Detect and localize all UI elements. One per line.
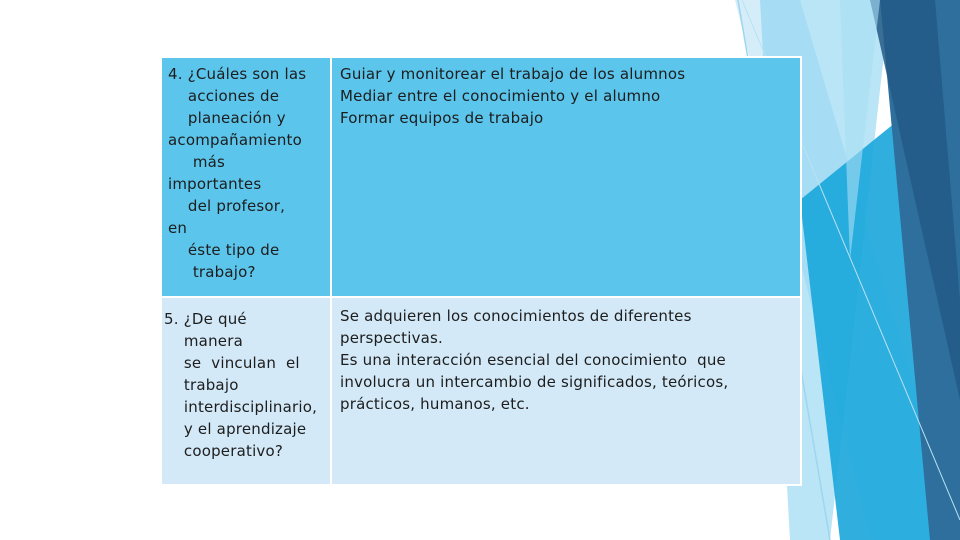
- question-line: 4. ¿Cuáles son las: [168, 65, 307, 83]
- answer-line: Se adquieren los conocimientos de diferentes: [340, 307, 692, 325]
- answer-line: Es una interacción esencial del conocimiento que: [340, 351, 726, 369]
- question-line: se vinculan el: [164, 354, 300, 372]
- answer-line: involucra un intercambio de significados, teóricos,: [340, 373, 729, 391]
- answer-line: perspectivas.: [340, 329, 444, 347]
- question-line: 5. ¿De qué: [164, 310, 247, 328]
- answer-line: Guiar y monitorear el trabajo de los alumnos: [340, 65, 686, 83]
- question-line: acciones de: [168, 87, 280, 105]
- question-cell-4: [160, 56, 332, 298]
- question-line: interdisciplinario,: [164, 398, 318, 416]
- question-line: trabajo?: [168, 263, 256, 281]
- question-line: más: [168, 153, 226, 171]
- question-line: en: [168, 219, 188, 237]
- question-line: trabajo: [164, 376, 239, 394]
- qa-table: [160, 56, 802, 486]
- question-line: acompañamiento: [168, 131, 303, 149]
- question-line: del profesor,: [168, 197, 286, 215]
- answer-line: prácticos, humanos, etc.: [340, 395, 530, 413]
- answer-cell-5: [332, 298, 802, 486]
- question-cell-5: [160, 298, 332, 486]
- answer-line: Formar equipos de trabajo: [340, 109, 544, 127]
- answer-line: Mediar entre el conocimiento y el alumno: [340, 87, 661, 105]
- question-line: cooperativo?: [164, 442, 284, 460]
- question-line: planeación y: [168, 109, 286, 127]
- answer-cell-4: [332, 56, 802, 298]
- question-line: éste tipo de: [168, 241, 280, 259]
- question-line: manera: [164, 332, 243, 350]
- question-line: importantes: [168, 175, 262, 193]
- question-line: y el aprendizaje: [164, 420, 307, 438]
